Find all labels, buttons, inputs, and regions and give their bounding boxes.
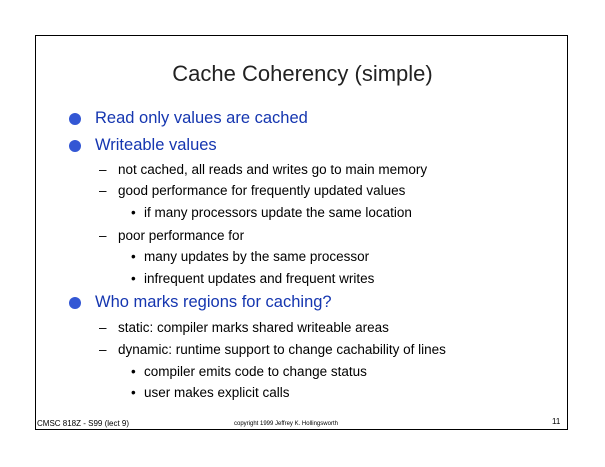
bullet-writeable: Writeable values [95,136,217,154]
sub-item: – poor performance for [99,228,245,243]
footer-page-number: 11 [552,417,561,426]
footer-course: CMSC 818Z - S99 (lect 9) [37,419,130,428]
sub-sub-item: • user makes explicit calls [131,385,290,400]
bullet-dot [69,297,81,309]
footer-copyright: copyright 1999 Jeffrey K. Hollingsworth [234,421,338,427]
sub-item: – not cached, all reads and writes go to main memory [99,162,428,177]
bullet-read-only: Read only values are cached [95,109,308,127]
sub-item: – static: compiler marks shared writeable areas [99,320,389,335]
slide-title: Cache Coherency (simple) [172,61,433,86]
bullet-dot [69,140,81,152]
sub-sub-item: • infrequent updates and frequent writes [131,271,375,286]
sub-item: – good performance for frequently updated values [99,183,406,198]
bullet-dot [69,113,81,125]
bullet-who-marks: Who marks regions for caching? [95,293,332,311]
sub-sub-item: • compiler emits code to change status [131,364,367,379]
sub-sub-item: • if many processors update the same location [131,205,412,220]
sub-item: – dynamic: runtime support to change cachability of lines [99,342,446,357]
sub-sub-item: • many updates by the same processor [131,249,370,264]
